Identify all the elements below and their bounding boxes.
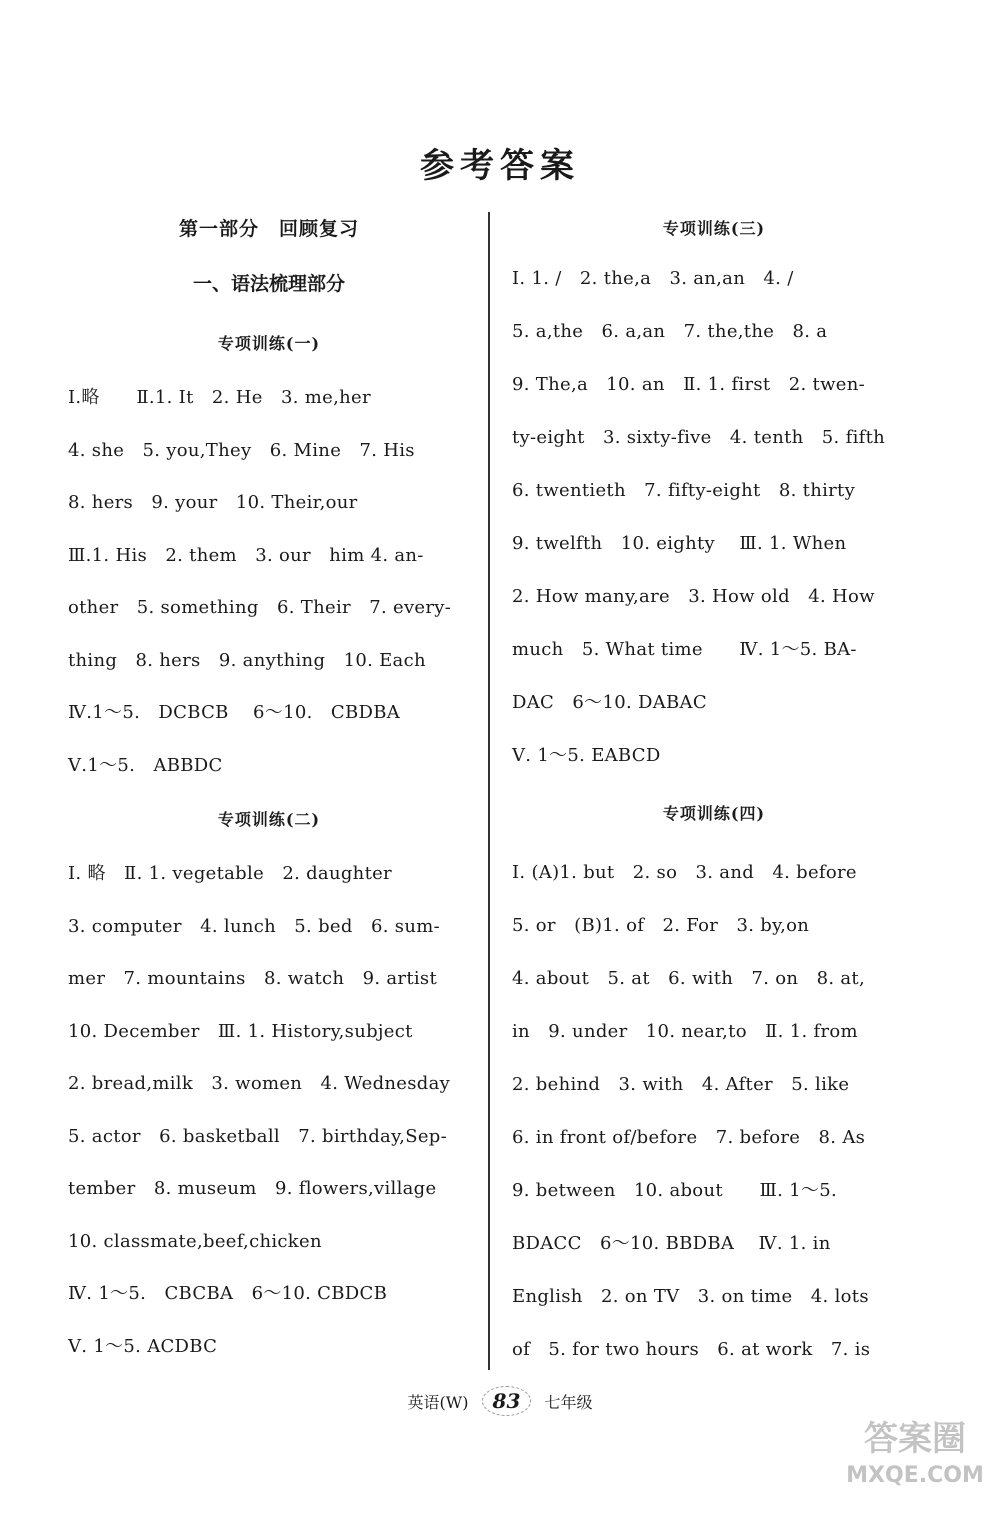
answer-line: 5. a,the 6. a,an 7. the,the 8. a: [512, 321, 828, 342]
answer-line: Ⅳ. 1～5. CBCBA 6～10. CBDCB: [68, 1283, 388, 1304]
answer-line: Ⅰ.略 Ⅱ.1. It 2. He 3. me,her: [68, 387, 371, 408]
exercise-title: 专项训练(四): [662, 804, 766, 823]
exercise-title: 专项训练(一): [217, 334, 321, 353]
section-title: 一、语法梳理部分: [192, 273, 345, 295]
footer-grade: 七年级: [544, 1393, 593, 1412]
answer-line: thing 8. hers 9. anything 10. Each: [68, 649, 426, 671]
answer-line: 9. The,a 10. an Ⅱ. 1. first 2. twen-: [512, 374, 866, 395]
answer-line: much 5. What time Ⅳ. 1～5. BA-: [512, 639, 857, 660]
answer-line: 6. in front of/before 7. before 8. As: [512, 1127, 866, 1148]
answer-line: 4. about 5. at 6. with 7. on 8. at,: [512, 968, 865, 989]
footer-subject: 英语(W): [407, 1393, 469, 1412]
answer-line: 4. she 5. you,They 6. Mine 7. His: [68, 439, 415, 461]
watermark-logo-text: 答案圈: [864, 1419, 966, 1459]
answer-line: DAC 6～10. DABAC: [512, 692, 707, 713]
answer-line: 10. December Ⅲ. 1. History,subject: [68, 1020, 413, 1042]
exercise-title: 专项训练(三): [662, 219, 766, 238]
page-number: 83: [482, 1386, 532, 1416]
answer-line: 5. or (B)1. of 2. For 3. by,on: [512, 915, 810, 936]
answer-line: mer 7. mountains 8. watch 9. artist: [68, 968, 437, 989]
column-divider: [488, 212, 490, 1370]
answer-line: 2. How many,are 3. How old 4. How: [512, 586, 875, 607]
left-column: [68, 206, 470, 1373]
answer-line: 2. bread,milk 3. women 4. Wednesday: [68, 1073, 451, 1094]
answer-line: 3. computer 4. lunch 5. bed 6. sum-: [68, 915, 440, 937]
answer-line: Ⅳ.1～5. DCBCB 6～10. CBDBA: [68, 702, 401, 723]
answer-line: 9. between 10. about Ⅲ. 1～5.: [512, 1180, 837, 1201]
answer-line: Ⅰ. 略 Ⅱ. 1. vegetable 2. daughter: [68, 863, 392, 884]
answer-line: other 5. something 6. Their 7. every-: [68, 597, 452, 618]
answer-line: ty-eight 3. sixty-five 4. tenth 5. fifth: [512, 427, 886, 448]
watermark-url: MXQE.COM: [846, 1463, 984, 1488]
page-footer: [0, 1386, 1000, 1416]
answer-line: Ⅴ. 1～5. ACDBC: [68, 1335, 218, 1357]
answer-line: 6. twentieth 7. fifty-eight 8. thirty: [512, 480, 856, 501]
answer-line: 9. twelfth 10. eighty Ⅲ. 1. When: [512, 533, 847, 554]
answer-line: BDACC 6～10. BBDBA Ⅳ. 1. in: [512, 1233, 831, 1254]
answer-line: Ⅴ. 1～5. EABCD: [512, 745, 661, 766]
answer-line: of 5. for two hours 6. at work 7. is: [512, 1339, 871, 1360]
site-watermark: [840, 1415, 990, 1505]
exercise-title: 专项训练(二): [217, 810, 321, 829]
right-column: [512, 206, 916, 1376]
answer-line: in 9. under 10. near,to Ⅱ. 1. from: [512, 1021, 858, 1042]
answer-line: Ⅴ.1～5. ABBDC: [68, 754, 223, 776]
answer-line: English 2. on TV 3. on time 4. lots: [512, 1286, 869, 1307]
answer-line: 10. classmate,beef,chicken: [68, 1230, 322, 1252]
answer-line: Ⅲ.1. His 2. them 3. our him 4. an-: [68, 544, 424, 566]
answer-line: Ⅰ. 1. / 2. the,a 3. an,an 4. /: [512, 268, 794, 289]
page-title: 参考答案: [420, 146, 580, 186]
answer-line: Ⅰ. (A)1. but 2. so 3. and 4. before: [512, 862, 857, 883]
answer-line: tember 8. museum 9. flowers,village: [68, 1178, 437, 1199]
answer-line: 2. behind 3. with 4. After 5. like: [512, 1074, 850, 1095]
part-title: 第一部分 回顾复习: [178, 218, 359, 240]
answer-line: 5. actor 6. basketball 7. birthday,Sep-: [68, 1125, 447, 1147]
answer-line: 8. hers 9. your 10. Their,our: [68, 492, 358, 513]
